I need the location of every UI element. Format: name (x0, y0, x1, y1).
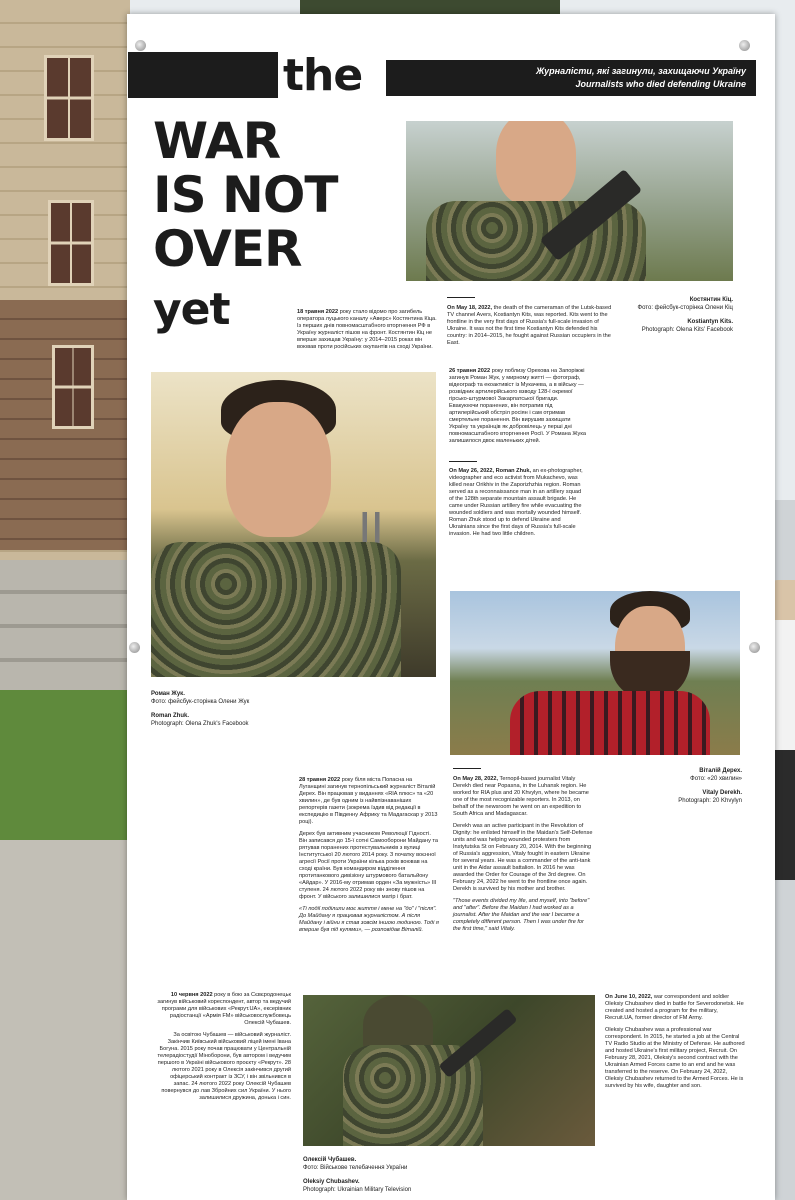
chubashev-text-uk (155, 992, 291, 1102)
chubashev-date-en: On June 10, 2022, (605, 994, 653, 1000)
title-yet: yet (153, 284, 230, 335)
screw (135, 40, 146, 51)
chubashev-caption-uk-credit: Фото: Військове телебачення України (303, 1165, 408, 1171)
derekh-text-en (453, 776, 593, 933)
chubashev-date-uk: 10 червня 2022 (170, 992, 213, 998)
derekh-body-en: Ternopil-based journalist Vitaly Derekh died near Popasna, in the Luhansk region. He worked for RIA plus and 20 Khvylyn, where he became one of the most recognizable reporters. In 2013, on behalf of the newsroom he went on an expedition to South Africa and Madagascar. (453, 776, 589, 817)
title-line: IS NOT (153, 166, 338, 224)
portrait-face (226, 402, 331, 537)
kits-body-en: the death of the cameraman of the Lutsk-based TV channel Avers, Kostiantyn Kits, was reported. Kits went to the frontline in the very first days of Russia's full-scale invasion of Ukraine. It was not the first time Kostiantyn Kits defended his country: in 2014–2015, he fought against Russian occupiers in the East. (447, 305, 612, 346)
divider (447, 297, 475, 298)
derekh-caption-uk-name: Віталій Дерех. (699, 768, 742, 774)
title-main (153, 114, 337, 276)
building-window (44, 55, 94, 141)
kits-caption-uk-credit: Фото: фейсбук-сторінка Олени Кіц (637, 305, 733, 311)
kits-date-en: On May 18, 2022, (447, 305, 493, 311)
title-the: the (283, 50, 363, 101)
kits-text-uk (297, 309, 437, 351)
derekh-date-uk: 28 травня 2022 (299, 777, 341, 783)
zhuk-date-en: On May 26, 2022, Roman Zhuk, (449, 468, 532, 474)
stone-steps (0, 560, 130, 690)
derekh-quote-en: "Those events divided my life, and myself, into "before" and "after". Before the Maidan I had worked as a journalist. After the Maidan and the war I became a completely different person. Then I was under fire for the first time," said Vitaly. (453, 898, 590, 932)
zhuk-body-en: an ex-photographer, videographer and eco activist from Mukachevo, was killed near Orikhiv in the Zaporizhzhia region. Roman served as a reconnaissance man in an artillery squad of the 128th separate mountain assault brigade. He came under Russian artillery fire while evacuating the wounded soldiers and was mortally wounded himself. Roman Zhuk stood up to defend Ukraine and Ukrainians since the first days of Russia's full-scale invasion. He had two little children. (449, 468, 583, 537)
zhuk-body-uk: року поблизу Орехова на Запоріжжі загинув Роман Жук, у мирному житті — фотограф, відеограф та екоактивіст із Мукачева, а в війську — розвідник артилерійського взводу 128-ї окремої гірсько-штурмової Закарпатської бригади. Евакуюючи поранених, він потрапив під артилерійський обстріл росіян і сам отримав смертельне поранення. Він вирушив захищати Україну та українців як добровілець у перші дні повномасштабного вторгнення Росії. У Романа Жука залишилося двоє маленьких дітей. (449, 368, 587, 444)
camouflage-uniform (151, 542, 401, 677)
kits-body-uk: року стало відомо про загибель оператора луцького каналу «Аверс» Костянтина Кіца. Із перших днів повномасштабного вторгнення РФ в Україну журналіст пішов на фронт. Костянтин Кіц не вперше захищав Україну: у 2014–2015 роках він воював проти російських окупантів на сході України. (297, 309, 437, 350)
screw (739, 40, 750, 51)
derekh-caption-en-credit: Photograph: 20 Khvylyn (678, 798, 742, 804)
kits-caption-uk-name: Костянтин Кіц. (689, 297, 733, 303)
zhuk-caption-en-name: Roman Zhuk. (151, 713, 190, 719)
zhuk-caption-en-credit: Photograph: Olena Zhuk's Facebook (151, 721, 249, 727)
banner-english: Journalists who died defending Ukraine (575, 79, 746, 89)
stone-curb (0, 840, 130, 1200)
screw (749, 642, 760, 653)
photo-vitaly-derekh (450, 591, 740, 755)
divider (449, 461, 477, 462)
derekh-date-en: On May 28, 2022, (453, 776, 499, 782)
zhuk-text-uk (449, 368, 589, 445)
kits-text-en (447, 305, 612, 347)
derekh-body-uk: року біля міста Попасна на Луганщині загинув тернопільський журналіст Віталій Дерех. Він працював у виданнях «RIA плюс» та «20 хвилин», де був одним із найвпізнаваніших репортерів газети (зокрема їздив від редакції в експедицію в Південну Африку та Мадагаскар у 2013 році). (299, 777, 438, 825)
derekh-caption (627, 767, 742, 805)
chubashev-caption (303, 1156, 503, 1194)
title-line: OVER (153, 220, 302, 278)
zhuk-text-en (449, 468, 584, 538)
photo-roman-zhuk (151, 372, 436, 677)
chubashev-body-en-2: Oleksiy Chubashev was a professional war correspondent. In 2015, he started a job at the Central TV Radio Studio at the Ministry of Defense. He authored and hosted Ukraine's first military project, Recruit. On February 28, 2021, Oleksiy's second contract with the Ukrainian Armed Forces came to an end and he was transferred to the reserve. On February 24, 2022, Oleksiy Chubashev returned to the Armed Forces. He is survived by his wife, daughter and son. (605, 1027, 745, 1089)
title-line: WAR (153, 112, 281, 170)
kits-caption (627, 296, 733, 334)
divider (453, 768, 481, 769)
photo-oleksiy-chubashev (303, 995, 595, 1146)
exhibition-panel (127, 14, 775, 1200)
derekh-text-uk (299, 777, 439, 934)
screw (129, 642, 140, 653)
zhuk-date-uk: 26 травня 2022 (449, 368, 491, 374)
photo-kostiantyn-kits (406, 121, 733, 281)
derekh-caption-en-name: Vitaly Derekh. (702, 790, 742, 796)
derekh-body-en-2: Derekh was an active participant in the Revolution of Dignity: he enlisted himself in the Maidan's Self-Defense units and was helping wounded protesters from Instytutska St on February 20, 2014. With the beginning of Russia's aggression, Vitaly fought in eastern Ukraine for several years. He was a commander of the anti-tank unit in the Aidar assault battalion. In 2016 he was awarded the Order for Courage of the 3rd degree. On February 24, 2022 he went to the frontline once again. Derekh is survived by his mother and brother. (453, 823, 593, 892)
chubashev-body-uk-2: За освітою Чубашев — військовий журналіст. Закінчив Київський військовий ліцей імені Івана Богуна. 2015 року почав працювати у Центральній телерадіостудії Міноборони, був автором і ведучим першого в Україні військового проєкту «Рекрут». 28 лютого 2021 року в Олексія закінчився другий офіцерський контракт із ЗСУ, і він звільнився в запас. 24 лютого 2022 року Олексій Чубашев повернувся до лав Збройних сил України. У нього залишилися дружина, донька і син. (157, 1032, 291, 1101)
chubashev-caption-en-credit: Photograph: Ukrainian Military Television (303, 1187, 412, 1193)
plaid-shirt (510, 691, 710, 755)
kits-date-uk: 18 травня 2022 (297, 309, 339, 315)
zhuk-caption-uk-credit: Фото: фейсбук-сторінка Олени Жук (151, 699, 250, 705)
derekh-body-uk-2: Дерех був активним учасником Революції Гідності. Він записався до 15-ї сотні Самооборони Майдану та рятував поранених протестувальників з вулиці Інститутської 20 лютого 2014 року. З початку воєнної агресії Росії проти України кілька років воював на сході країни. Був командиром відділення протитанкового дивізіону штурмового батальйону «Айдар». У 2016-му отримав орден «За мужність» III ступеня. 24 лютого 2022 року він знову пішов на фронт. У війського залишилися матір і брат. (299, 831, 439, 900)
kits-caption-en-credit: Photograph: Olena Kits' Facebook (641, 327, 733, 333)
kits-caption-en-name: Kostiantyn Kits. (687, 319, 733, 325)
building-window (48, 200, 94, 286)
chubashev-body-en: war correspondent and soldier Oleksiy Chubashev died in battle for Severodonetsk. He created and hosted a program for the military, Recruit.UA, former director of FM Army. (605, 994, 744, 1021)
chubashev-text-en (605, 994, 745, 1090)
zhuk-caption (151, 690, 301, 728)
derekh-quote-uk: «Ті події поділили моє життя і мене на "до" і "після". До Майдану я працював журналістом. А після Майдану і війни я став зовсім іншою людиною. Тоді я вперше був під кулями», — розповідав Віталій. (299, 906, 439, 933)
chubashev-caption-uk-name: Олексій Чубашев. (303, 1157, 357, 1163)
derekh-caption-uk-credit: Фото: «20 хвилин» (690, 776, 742, 782)
chubashev-body-uk: року в бою за Сєвєродонецьк загинув військовий кореспондент, автор та ведучий програми для військових «Рекрут.UA», ексерівник радіостанції «Армія FM» військовослужбовець Олексій Чубашев. (157, 992, 291, 1026)
portrait-face (496, 121, 576, 206)
title-redaction-bar (128, 52, 278, 98)
building-window (52, 345, 94, 429)
chubashev-caption-en-name: Oleksiy Chubashev. (303, 1179, 360, 1185)
zhuk-caption-uk-name: Роман Жук. (151, 691, 185, 697)
banner-ukrainian: Журналісти, які загинули, захищаючи Україну (535, 66, 746, 76)
header-banner (386, 60, 756, 96)
